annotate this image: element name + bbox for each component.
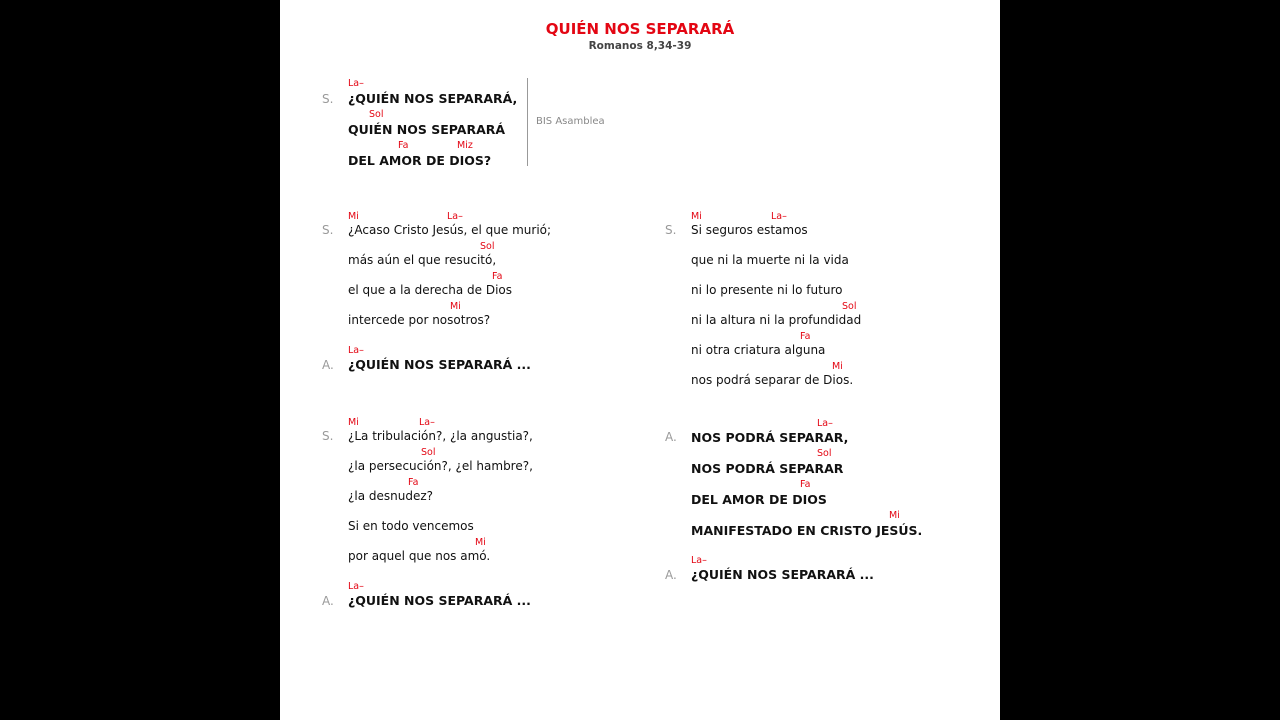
chord: Mi — [348, 211, 359, 222]
speaker-marker: A. — [322, 594, 334, 608]
response-line: ¿QUIÉN NOS SEPARARÁ ... — [348, 357, 531, 372]
lyric-line: MANIFESTADO EN CRISTO JESÚS. — [691, 523, 923, 538]
lyric-line: DEL AMOR DE DIOS — [691, 492, 827, 507]
chord: Mi — [348, 417, 359, 428]
song-sheet — [280, 0, 1000, 720]
speaker-marker: S. — [665, 223, 677, 237]
chord: Mi — [889, 510, 900, 521]
lyric-line: ¿la desnudez? — [348, 489, 434, 503]
lyric-line: Si en todo vencemos — [348, 519, 474, 533]
lyric-line: ¿La tribulación?, ¿la angustia?, — [348, 429, 533, 443]
song-title: QUIÉN NOS SEPARARÁ — [545, 20, 735, 38]
lyric-line: ¿Acaso Cristo Jesús, el que murió; — [348, 223, 552, 237]
lyric-line: por aquel que nos amó. — [348, 549, 491, 563]
chord: La– — [771, 211, 787, 222]
chord: Sol — [817, 448, 832, 459]
chord: Fa — [800, 331, 811, 342]
response-line: ¿QUIÉN NOS SEPARARÁ ... — [348, 593, 531, 608]
lyric-line: NOS PODRÁ SEPARAR — [691, 461, 844, 476]
chord: La– — [348, 581, 364, 592]
lyric-line: ni lo presente ni lo futuro — [691, 283, 843, 297]
chord: Miz — [457, 140, 473, 151]
chord: Fa — [800, 479, 811, 490]
lyric-line: nos podrá separar de Dios. — [691, 373, 854, 387]
lyric-line: ¿la persecución?, ¿el hambre?, — [348, 459, 533, 473]
lyric-line: QUIÉN NOS SEPARARÁ — [348, 122, 506, 137]
speaker-marker: A. — [665, 430, 677, 444]
lyric-line: el que a la derecha de Dios — [348, 283, 513, 297]
lyric-line: ¿QUIÉN NOS SEPARARÁ, — [348, 91, 518, 106]
chord: La– — [348, 345, 364, 356]
chord: La– — [447, 211, 463, 222]
chord: Mi — [832, 361, 843, 372]
speaker-marker: A. — [322, 358, 334, 372]
lyric-line: Si seguros estamos — [691, 223, 808, 237]
chord: Sol — [369, 109, 384, 120]
chord: Mi — [691, 211, 702, 222]
lyric-line: que ni la muerte ni la vida — [691, 253, 849, 267]
chord: La– — [419, 417, 435, 428]
response-line: ¿QUIÉN NOS SEPARARÁ ... — [691, 567, 874, 582]
chord: Sol — [842, 301, 857, 312]
lyric-line: más aún el que resucitó, — [348, 253, 497, 267]
speaker-marker: S. — [322, 429, 334, 443]
chord: La– — [691, 555, 707, 566]
bis-note: BIS Asamblea — [536, 116, 605, 127]
speaker-marker: S. — [322, 92, 334, 106]
chord: La– — [348, 78, 364, 89]
lyric-line: intercede por nosotros? — [348, 313, 491, 327]
song-reference: Romanos 8,34-39 — [588, 40, 692, 52]
bis-divider — [527, 78, 528, 166]
lyric-line: ni otra criatura alguna — [691, 343, 826, 357]
lyric-line: DEL AMOR DE DIOS? — [348, 153, 492, 168]
lyric-line: ni la altura ni la profundidad — [691, 313, 862, 327]
chord: Fa — [408, 477, 419, 488]
speaker-marker: S. — [322, 223, 334, 237]
chord: La– — [817, 418, 833, 429]
chord: Mi — [450, 301, 461, 312]
chord: Sol — [480, 241, 495, 252]
speaker-marker: A. — [665, 568, 677, 582]
chord: Fa — [398, 140, 409, 151]
chord: Sol — [421, 447, 436, 458]
lyric-line: NOS PODRÁ SEPARAR, — [691, 430, 849, 445]
chord: Mi — [475, 537, 486, 548]
chord: Fa — [492, 271, 503, 282]
